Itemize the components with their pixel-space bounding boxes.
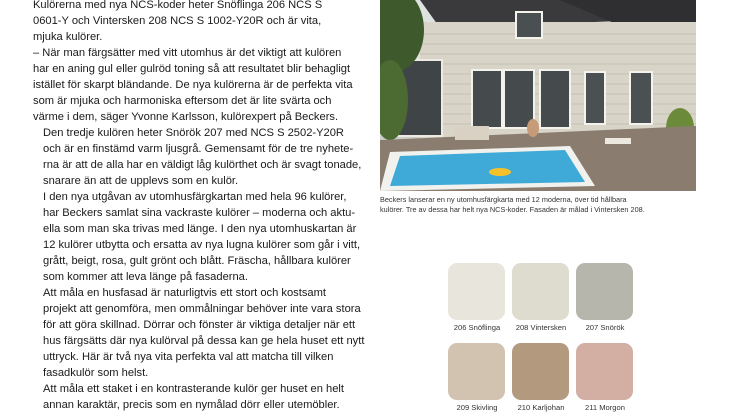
- article-line: som är mjuka och harmoniska eftersom det är lite svärta och: [33, 95, 332, 107]
- article-line: som kommer att leva länge på fasaderna.: [43, 271, 248, 283]
- article-line: fasadkulör som helst.: [43, 367, 149, 379]
- article-paragraph: [33, 189, 363, 285]
- article-paragraph: [33, 45, 363, 125]
- swatch-label: 209 Skivling: [456, 403, 498, 412]
- article-line: värme i dem, säger Yvonne Karlsson, kulörexpert på Beckers.: [33, 111, 339, 123]
- article-line: grått, beigt, rosa, gult grönt och blått. Fräscha, hållbara kulörer: [43, 255, 351, 267]
- article-line: mjuka kulörer.: [33, 31, 103, 43]
- article-body: [33, 0, 363, 413]
- article-line: projekt att genomföra, men ommålningar behöver inte vara stora: [43, 303, 361, 315]
- article-line: 12 kulörer utbytta och ersatta av nya lugna kulörer som går i vitt,: [43, 239, 361, 251]
- swatch-label: 210 Karljohan: [517, 403, 565, 412]
- article-paragraph: [33, 125, 363, 189]
- swatch-label: 206 Snöflinga: [453, 323, 501, 332]
- article-line: – När man färgsätter med vitt utomhus är det viktigt att kulören: [33, 47, 342, 59]
- swatch-label: 211 Morgon: [585, 403, 625, 412]
- article-line: för att göra skillnad. Dörrar och fönster är viktiga detaljer när ett: [43, 319, 356, 331]
- article-line: har en aning gul eller gulröd toning så att resultatet blir behagligt: [33, 63, 351, 75]
- article-line: 0601-Y och Vintersken 208 NCS S 1002-Y20R och är vita,: [33, 15, 322, 27]
- color-swatch: [576, 343, 633, 400]
- article-line: uttryck. Här är två nya vita perfekta val att matcha till vilken: [43, 351, 334, 363]
- color-swatch: [512, 263, 569, 320]
- article-line: Kulörerna med nya NCS-koder heter Snöflinga 206 NCS S: [33, 0, 323, 11]
- article-line: och är en finstämd varm ljusgrå. Gemensamt för de tre nyhete-: [43, 143, 354, 155]
- color-swatch: [576, 263, 633, 320]
- house-pool-photo: [380, 0, 696, 191]
- article-line: istället för skarpt bländande. De nya kulörerna är de perfekta vita: [33, 79, 353, 91]
- swatch-label: 207 Snörök: [585, 323, 625, 332]
- photo-caption: [380, 195, 710, 215]
- color-swatch: [448, 263, 505, 320]
- article-paragraph: [33, 381, 363, 413]
- swatch-label: 208 Vintersken: [515, 323, 567, 332]
- article-line: hus färgsätts där nya kulörval på dessa kan ge hela huset ett nytt: [43, 335, 365, 347]
- article-line: annan karaktär, precis som en nymålad dörr eller utemöbler.: [43, 399, 340, 411]
- article-line: snarare än att de upplevs som en kulör.: [43, 175, 239, 187]
- article-line: ella som man ska trivas med länge. I den nya utomhuskartan är: [43, 223, 357, 235]
- color-swatch: [512, 343, 569, 400]
- article-line: har Beckers samlat sina vackraste kulörer – moderna och aktu-: [43, 207, 356, 219]
- caption-line: Beckers lanserar en ny utomhusfärgkarta med 12 moderna, över tid hållbara: [380, 195, 627, 204]
- color-swatch: [448, 343, 505, 400]
- article-line: rna är att de alla har en väldigt låg kulörthet och är svagt tonade,: [43, 159, 362, 171]
- article-line: Att måla ett staket i en kontrasterande kulör ger huset en helt: [43, 383, 344, 395]
- article-paragraph: [33, 0, 363, 45]
- article-line: I den nya utgåvan av utomhusfärgkartan med hela 96 kulörer,: [43, 191, 347, 203]
- article-line: Att måla en husfasad är naturligtvis ett stort och kostsamt: [43, 287, 326, 299]
- article-line: Den tredje kulören heter Snörök 207 med NCS S 2502-Y20R: [43, 127, 344, 139]
- article-paragraph: [33, 285, 363, 381]
- photo-illustration: [380, 0, 696, 191]
- caption-line: kulörer. Tre av dessa har helt nya NCS-koder. Fasaden är målad i Vintersken 208.: [380, 205, 645, 214]
